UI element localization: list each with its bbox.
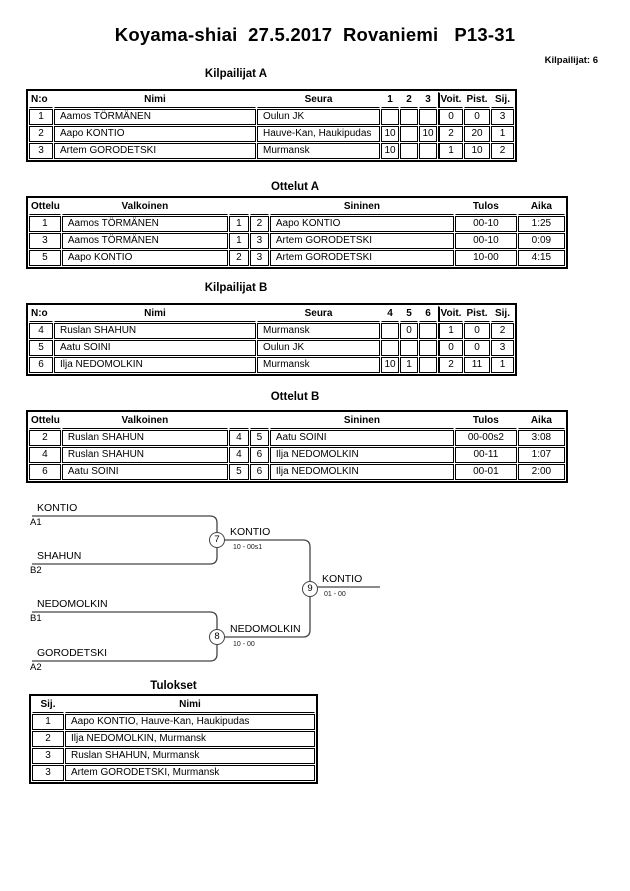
competitor-row (29, 109, 514, 125)
match-9-node: 9 (302, 581, 318, 597)
match-row (29, 233, 565, 249)
column-header: N:o (29, 92, 53, 108)
bracket-seed-label: A1 (30, 517, 42, 528)
cell-name: Ruslan SHAHUN (54, 323, 256, 339)
column-header: Pist. (464, 92, 490, 108)
cell-blue: Ilja NEDOMOLKIN (270, 464, 454, 480)
cell-time: 0:09 (518, 233, 565, 249)
column-header: Sininen (270, 413, 454, 429)
kilpailijat-a-table (26, 89, 517, 162)
section-heading-kilpailijat-a: Kilpailijat A (204, 68, 268, 80)
page-title: Koyama-shiai 27.5.2017 Rovaniemi P13-31 (114, 24, 516, 45)
bracket-match-score: 10 - 00 (233, 641, 255, 648)
cell-points: 11 (464, 357, 490, 373)
cell-score (400, 126, 418, 142)
bracket-seed-name: GORODETSKI (37, 647, 108, 659)
column-header: Seura (257, 92, 380, 108)
section-heading-kilpailijat-b: Kilpailijat B (204, 282, 268, 294)
cell-place: 2 (491, 323, 514, 339)
column-header: Tulos (455, 199, 517, 215)
cell-white-no: 1 (229, 233, 249, 249)
column-header: 3 (419, 92, 437, 108)
cell-white: Aamos TÖRMÄNEN (62, 216, 228, 232)
cell-result: 10-00 (455, 250, 517, 266)
column-header: Valkoinen (62, 199, 228, 215)
cell-result: 00-00s2 (455, 430, 517, 446)
cell-match-no: 1 (29, 216, 61, 232)
cell-club: Murmansk (257, 143, 380, 159)
cell-blue-no: 5 (250, 430, 269, 446)
cell-match-no: 6 (29, 464, 61, 480)
result-row (32, 748, 315, 764)
column-header: Sij. (491, 92, 514, 108)
section-heading-ottelut-b: Ottelut B (270, 391, 320, 403)
cell-time: 3:08 (518, 430, 565, 446)
cell-result: 00-10 (455, 233, 517, 249)
bracket-seed-name: SHAHUN (37, 550, 82, 562)
column-header: Nimi (54, 92, 256, 108)
bracket-seed-label: B2 (30, 565, 42, 576)
cell-name: Ruslan SHAHUN, Murmansk (65, 748, 315, 764)
column-header: Voit. (438, 306, 463, 322)
cell-place: 3 (32, 748, 64, 764)
bracket-winner-name: KONTIO (230, 526, 271, 538)
match-8-node: 8 (209, 629, 225, 645)
cell-place: 3 (491, 109, 514, 125)
tulokset-table (29, 694, 318, 784)
column-header: Aika (518, 199, 565, 215)
column-header: Nimi (54, 306, 256, 322)
section-heading-ottelut-a: Ottelut A (270, 181, 320, 193)
cell-match-no: 5 (29, 250, 61, 266)
cell-score (419, 109, 437, 125)
column-header: Sininen (270, 199, 454, 215)
bracket-seed-label: A2 (30, 662, 42, 673)
cell-score (381, 109, 399, 125)
column-header: 6 (419, 306, 437, 322)
cell-white-no: 5 (229, 464, 249, 480)
cell-name: Aapo KONTIO, Hauve-Kan, Haukipudas (65, 714, 315, 730)
result-row (32, 731, 315, 747)
cell-score (400, 109, 418, 125)
cell-wins: 1 (438, 323, 463, 339)
header-row (32, 697, 315, 713)
column-header: 2 (400, 92, 418, 108)
cell-score (419, 143, 437, 159)
cell-points: 0 (464, 340, 490, 356)
column-header (250, 199, 269, 215)
cell-name: Aamos TÖRMÄNEN (54, 109, 256, 125)
cell-club: Oulun JK (257, 109, 380, 125)
column-header: Seura (257, 306, 380, 322)
column-header: Nimi (65, 697, 315, 713)
cell-name: Artem GORODETSKI, Murmansk (65, 765, 315, 781)
cell-score (419, 357, 437, 373)
column-header: Valkoinen (62, 413, 228, 429)
cell-points: 0 (464, 323, 490, 339)
cell-score: 10 (419, 126, 437, 142)
competitor-row (29, 323, 514, 339)
cell-blue: Aatu SOINI (270, 430, 454, 446)
cell-wins: 1 (438, 143, 463, 159)
bracket-seed-name: NEDOMOLKIN (37, 598, 108, 610)
column-header: Sij. (32, 697, 64, 713)
cell-wins: 2 (438, 126, 463, 142)
cell-score: 10 (381, 126, 399, 142)
cell-place: 3 (32, 765, 64, 781)
header-row (29, 413, 565, 429)
column-header (229, 199, 249, 215)
column-header: Ottelu (29, 199, 61, 215)
bracket-match-score: 10 - 00s1 (233, 544, 263, 551)
cell-score: 10 (381, 357, 399, 373)
match-row (29, 464, 565, 480)
cell-time: 2:00 (518, 464, 565, 480)
cell-score (419, 340, 437, 356)
cell-score (400, 143, 418, 159)
cell-score (419, 323, 437, 339)
cell-white: Aatu SOINI (62, 464, 228, 480)
cell-white-no: 4 (229, 447, 249, 463)
match-row (29, 250, 565, 266)
cell-white-no: 4 (229, 430, 249, 446)
kilpailijat-b-table (26, 303, 517, 376)
column-header: 5 (400, 306, 418, 322)
cell-club: Murmansk (257, 357, 380, 373)
cell-blue: Ilja NEDOMOLKIN (270, 447, 454, 463)
match-row (29, 430, 565, 446)
header-row (29, 199, 565, 215)
cell-points: 20 (464, 126, 490, 142)
competitor-row (29, 340, 514, 356)
column-header: Tulos (455, 413, 517, 429)
cell-wins: 0 (438, 109, 463, 125)
cell-score: 1 (400, 357, 418, 373)
cell-number: 2 (29, 126, 53, 142)
competitors-count-label: Kilpailijat: 6 (544, 55, 598, 66)
cell-place: 3 (491, 340, 514, 356)
cell-wins: 0 (438, 340, 463, 356)
cell-blue-no: 2 (250, 216, 269, 232)
section-heading-tulokset: Tulokset (150, 680, 197, 692)
cell-wins: 2 (438, 357, 463, 373)
column-header: Pist. (464, 306, 490, 322)
cell-blue-no: 3 (250, 250, 269, 266)
ottelut-b-table (26, 410, 568, 483)
cell-blue-no: 6 (250, 464, 269, 480)
cell-score (400, 340, 418, 356)
cell-score: 0 (400, 323, 418, 339)
cell-name: Aapo KONTIO (54, 126, 256, 142)
cell-match-no: 2 (29, 430, 61, 446)
result-row (32, 765, 315, 781)
match-row (29, 447, 565, 463)
cell-match-no: 4 (29, 447, 61, 463)
cell-blue-no: 3 (250, 233, 269, 249)
cell-name: Ilja NEDOMOLKIN (54, 357, 256, 373)
cell-name: Artem GORODETSKI (54, 143, 256, 159)
cell-number: 4 (29, 323, 53, 339)
competitor-row (29, 143, 514, 159)
column-header: N:o (29, 306, 53, 322)
bracket-final-score: 01 - 00 (324, 591, 346, 598)
cell-white: Aapo KONTIO (62, 250, 228, 266)
cell-score (381, 323, 399, 339)
cell-points: 10 (464, 143, 490, 159)
cell-match-no: 3 (29, 233, 61, 249)
cell-place: 1 (491, 126, 514, 142)
cell-blue: Artem GORODETSKI (270, 233, 454, 249)
cell-white: Ruslan SHAHUN (62, 430, 228, 446)
header-row (29, 92, 514, 108)
column-header: 1 (381, 92, 399, 108)
column-header (250, 413, 269, 429)
cell-name: Ilja NEDOMOLKIN, Murmansk (65, 731, 315, 747)
cell-number: 6 (29, 357, 53, 373)
header-row (29, 306, 514, 322)
cell-club: Oulun JK (257, 340, 380, 356)
column-header: 4 (381, 306, 399, 322)
cell-club: Hauve-Kan, Haukipudas (257, 126, 380, 142)
cell-blue: Artem GORODETSKI (270, 250, 454, 266)
cell-time: 1:07 (518, 447, 565, 463)
cell-white-no: 2 (229, 250, 249, 266)
cell-points: 0 (464, 109, 490, 125)
cell-club: Murmansk (257, 323, 380, 339)
bracket-seed-name: KONTIO (37, 502, 78, 514)
cell-number: 3 (29, 143, 53, 159)
cell-number: 5 (29, 340, 53, 356)
cell-time: 4:15 (518, 250, 565, 266)
cell-score: 10 (381, 143, 399, 159)
cell-name: Aatu SOINI (54, 340, 256, 356)
competitor-row (29, 357, 514, 373)
cell-blue: Aapo KONTIO (270, 216, 454, 232)
cell-white: Aamos TÖRMÄNEN (62, 233, 228, 249)
cell-place: 2 (491, 143, 514, 159)
result-row (32, 714, 315, 730)
column-header: Sij. (491, 306, 514, 322)
cell-result: 00-10 (455, 216, 517, 232)
cell-time: 1:25 (518, 216, 565, 232)
cell-white-no: 1 (229, 216, 249, 232)
cell-result: 00-01 (455, 464, 517, 480)
column-header: Aika (518, 413, 565, 429)
cell-blue-no: 6 (250, 447, 269, 463)
bracket-winner-name: NEDOMOLKIN (230, 623, 301, 635)
final-bracket (0, 495, 630, 685)
cell-score (381, 340, 399, 356)
column-header (229, 413, 249, 429)
column-header: Ottelu (29, 413, 61, 429)
match-row (29, 216, 565, 232)
column-header: Voit. (438, 92, 463, 108)
cell-place: 2 (32, 731, 64, 747)
bracket-champion-name: KONTIO (322, 573, 363, 585)
cell-place: 1 (32, 714, 64, 730)
competitor-row (29, 126, 514, 142)
cell-number: 1 (29, 109, 53, 125)
match-7-node: 7 (209, 532, 225, 548)
cell-white: Ruslan SHAHUN (62, 447, 228, 463)
cell-result: 00-11 (455, 447, 517, 463)
cell-place: 1 (491, 357, 514, 373)
bracket-seed-label: B1 (30, 613, 42, 624)
ottelut-a-table (26, 196, 568, 269)
